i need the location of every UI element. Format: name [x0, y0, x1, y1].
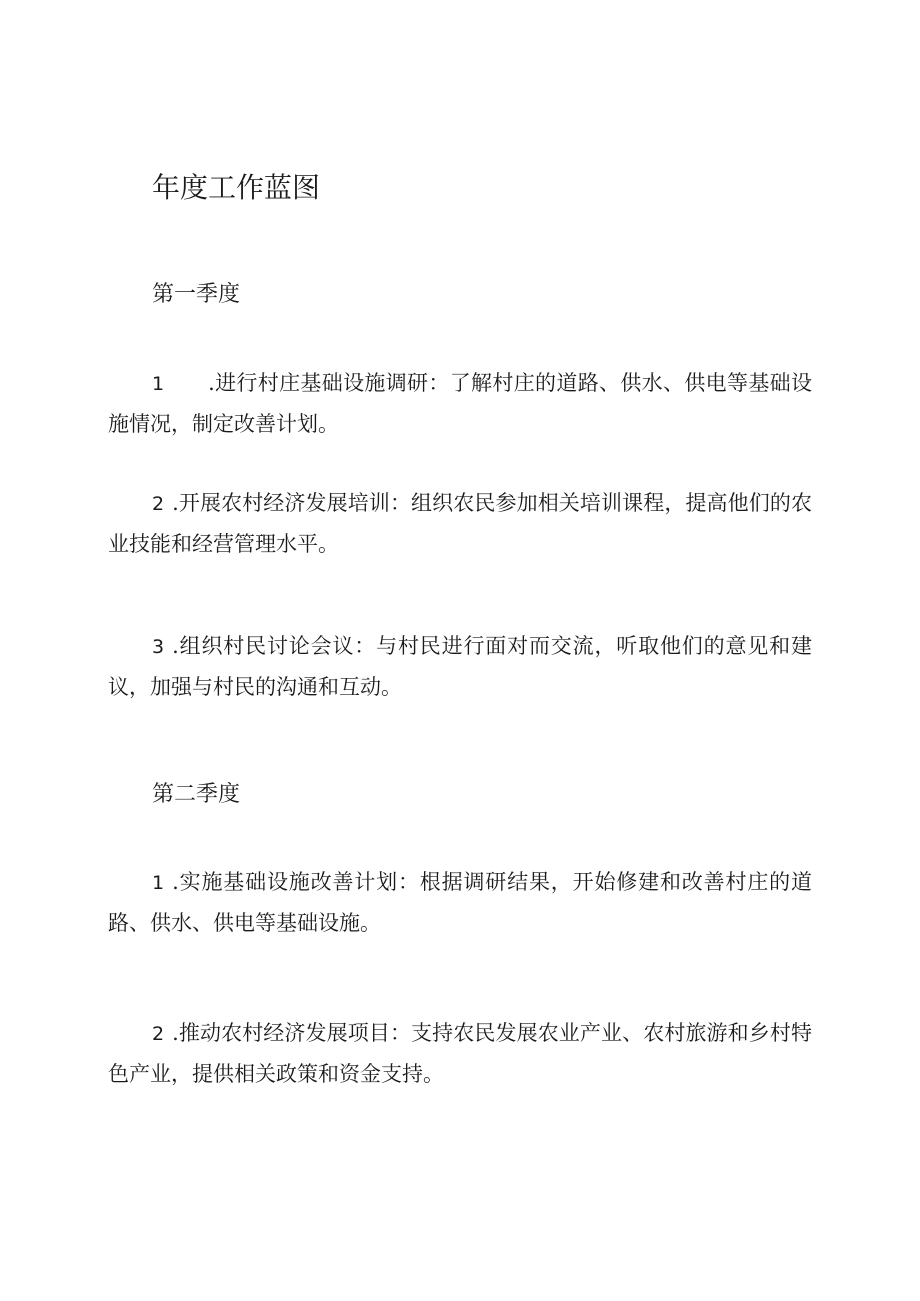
item-number: 2 [152, 493, 165, 515]
item-text: .组织村民讨论会议：与村民进行面对而交流，听取他们的意见和建议，加强与村民的沟通和互动。 [108, 634, 812, 699]
item-text: .推动农村经济发展项目：支持农民发展农业产业、农村旅游和乡村特色产业，提供相关政策和资金支持。 [108, 1021, 812, 1086]
item-text: .开展农村经济发展培训：组织农民参加相关培训课程，提高他们的农业技能和经营管理水平。 [108, 491, 812, 556]
item-text: .进行村庄基础设施调研：了解村庄的道路、供水、供电等基础设施情况，制定改善计划。 [108, 371, 812, 436]
list-item-q1-2 [108, 483, 812, 564]
list-item-q2-1 [108, 862, 812, 943]
item-number: 2 [152, 1023, 165, 1045]
list-item-q1-3 [108, 626, 812, 707]
item-text: .实施基础设施改善计划：根据调研结果，开始修建和改善村庄的道路、供水、供电等基础设施。 [108, 870, 812, 935]
item-number: 1 [152, 373, 165, 395]
item-number: 3 [152, 636, 165, 658]
section-heading-q2: 第二季度 [152, 782, 241, 807]
list-item-q1-1 [108, 363, 812, 444]
section-heading-q1: 第一季度 [152, 282, 241, 307]
item-number: 1 [152, 872, 165, 894]
list-item-q2-2 [108, 1013, 812, 1094]
document-title: 年度工作蓝图 [152, 171, 321, 204]
